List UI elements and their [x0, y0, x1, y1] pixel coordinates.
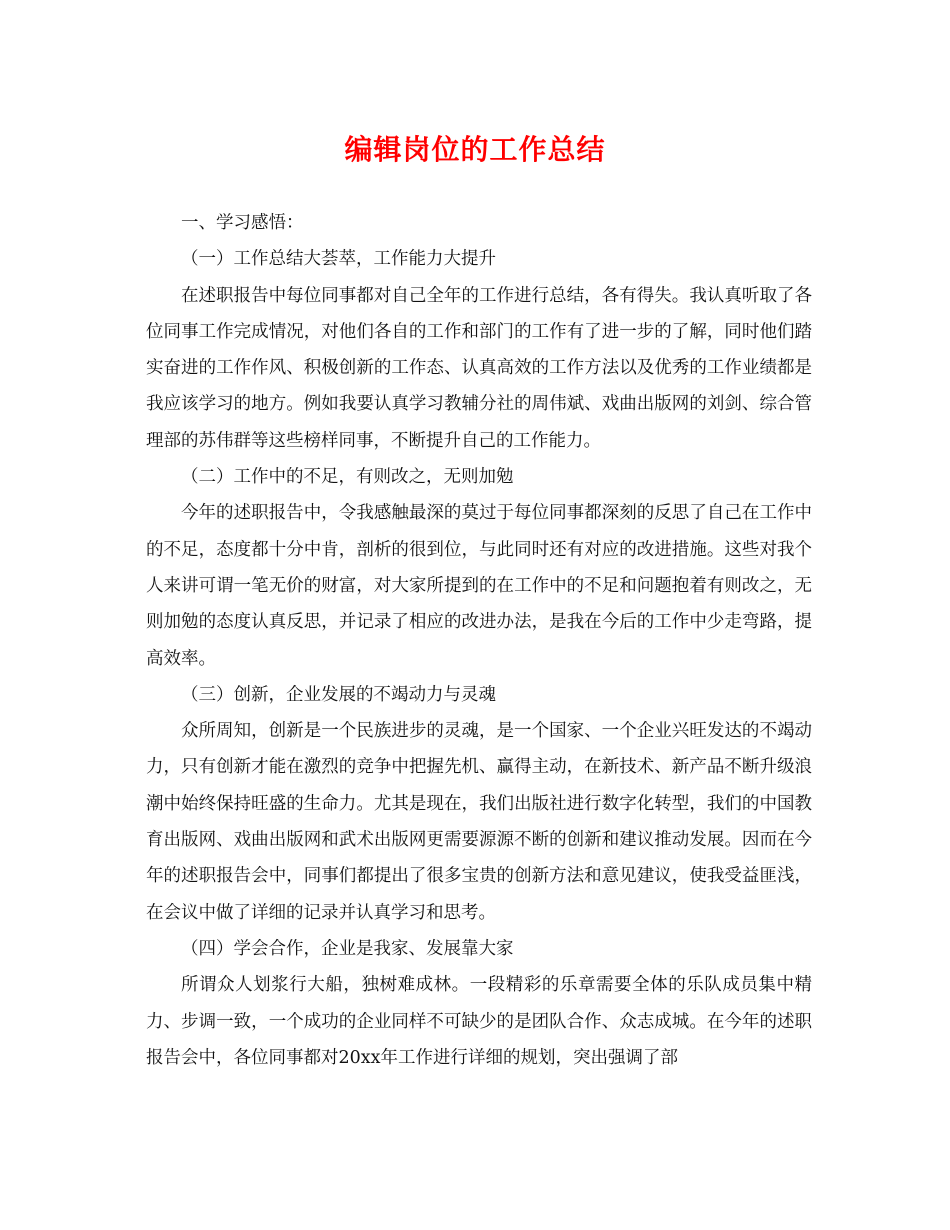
document-title: 编辑岗位的工作总结: [344, 133, 606, 166]
paragraph-cooperation: 所谓众人划浆行大船，独树难成林。一段精彩的乐章需要全体的乐队成员集中精力、步调一致，一个成功的企业同样不可缺少的是团队合作、众志成城。在今年的述职报告会中，各位同事都对20xx年工作进行详细的规划，突出强调了部: [146, 975, 812, 1068]
paragraph-innovation: 众所周知，创新是一个民族进步的灵魂，是一个国家、一个企业兴旺发达的不竭动力，只有创新才能在激烈的竞争中把握先机、赢得主动，在新技术、新产品不断升级浪潮中始终保持旺盛的生命力。尤其是现在，我们出版社进行数字化转型，我们的中国教育出版网、戏曲出版网和武术出版网更需要源源不断的创新和建议推动发展。因而在今年的述职报告会中，同事们都提出了很多宝贵的创新方法和意见建议，使我受益匪浅，在会议中做了详细的记录并认真学习和思考。: [146, 721, 812, 923]
document-body: [146, 205, 812, 1076]
subheading-cooperation: （四）学会合作，企业是我家、发展靠大家: [181, 938, 514, 959]
paragraph-summary: 在述职报告中每位同事都对自己全年的工作进行总结，各有得失。我认真听取了各位同事工作完成情况，对他们各自的工作和部门的工作有了进一步的了解，同时他们踏实奋进的工作作风、积极创新的工作态、认真高效的工作方法以及优秀的工作业绩都是我应该学习的地方。例如我要认真学习教辅分社的周伟斌、戏曲出版网的刘剑、综合管理部的苏伟群等这些榜样同事，不断提升自己的工作能力。: [146, 285, 812, 451]
section-heading-study: 一、学习感悟：: [181, 213, 304, 233]
subheading-shortcomings: （二）工作中的不足，有则改之，无则加勉: [181, 467, 514, 488]
paragraph-shortcomings: 今年的述职报告中，令我感触最深的莫过于每位同事都深刻的反思了自己在工作中的不足，态度都十分中肯，剖析的很到位，与此同时还有对应的改进措施。这些对我个人来讲可谓一笔无价的财富，对大家所提到的在工作中的不足和问题抱着有则改之，无则加勉的态度认真反思，并记录了相应的改进办法，是我在今后的工作中少走弯路，提高效率。: [146, 503, 812, 669]
subheading-summary: （一）工作总结大荟萃，工作能力大提升: [181, 249, 496, 270]
subheading-innovation: （三）创新，企业发展的不竭动力与灵魂: [181, 684, 496, 705]
